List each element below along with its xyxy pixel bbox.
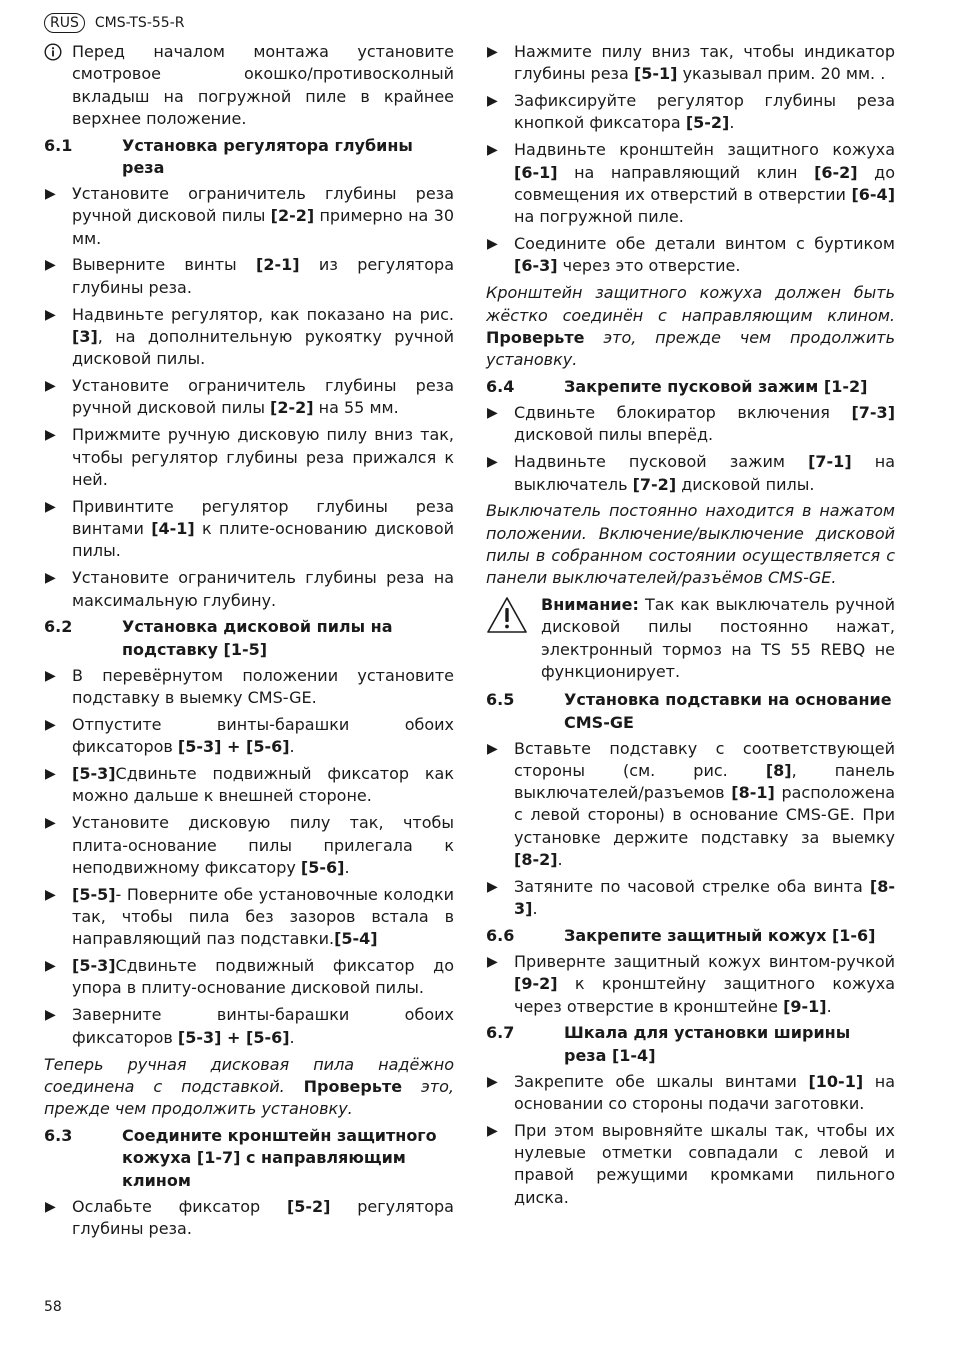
list-item: ▶ Выверните винты [2-1] из регулятора глубины реза. — [44, 254, 454, 299]
section-heading-6-3 — [44, 1125, 454, 1192]
document-code: CMS-TS-55-R — [94, 15, 185, 31]
list-item: ▶ Надвиньте кронштейн защитного кожуха [6-1] на направляющий клин [6-2] до совмещения их отверстий в отверстии [6-4] на погружной пиле. — [486, 139, 895, 228]
list-item: ▶ Затяните по часовой стрелке оба винта [8-3]. — [486, 876, 895, 921]
list-item: ▶ Установите ограничитель глубины реза ручной дисковой пилы [2-2] на 55 мм. — [44, 375, 454, 420]
italic-note: Кронштейн защитного кожуха должен быть жёстко соединён с направляющим клином. Проверьте это, прежде чем продолжить установку. — [486, 283, 895, 370]
list-item: ▶ Установите ограничитель глубины реза на максимальную глубину. — [44, 567, 454, 612]
section-number: 6.1 — [44, 135, 73, 155]
warning-icon — [486, 596, 528, 634]
section-number: 6.2 — [44, 617, 73, 637]
section-heading-6-6 — [486, 925, 895, 947]
section-number: 6.4 — [486, 377, 515, 397]
section-number: 6.6 — [486, 926, 515, 946]
section-title: Установка регулятора глубины реза — [122, 135, 413, 178]
list-item: ▶ Ослабьте фиксатор [5-2] регулятора глубины реза. — [44, 1196, 454, 1241]
list-item: ▶ Прижмите ручную дисковую пилу вниз так, чтобы регулятор глубины реза прижался к ней. — [44, 424, 454, 491]
italic-note: Выключатель постоянно находится в нажатом положении. Включение/выключение дисковой пилы в собранном состоянии осуществляется с панели выключателей/разъёмов CMS-GE. — [486, 501, 895, 588]
list-item: ▶ Нажмите пилу вниз так, чтобы индикатор глубины реза [5-1] указывал прим. 20 мм. . — [486, 41, 895, 86]
list-item: ▶ Вставьте подставку с соответствующей стороны (см. рис. [8], панель выключателей/разъемов [8-1] расположена с левой стороны) в основание CMS-GE. При установке держите подставку за выемку [8-2]. — [486, 738, 895, 872]
page-header — [44, 12, 184, 34]
info-note-text: Перед началом монтажа установите смотровое окошко/противосколный вкладыш на погружной пиле в крайнее верхнее положение. — [72, 42, 454, 128]
list-item: ▶ Зафиксируйте регулятор глубины реза кнопкой фиксатора [5-2]. — [486, 90, 895, 135]
language-badge: RUS — [44, 13, 85, 33]
list-item: ▶ При этом выровняйте шкалы так, чтобы их нулевые отметки совпадали с левой и правой режущими кромками пильного диска. — [486, 1120, 895, 1209]
section-heading-6-7 — [486, 1022, 895, 1067]
info-icon — [44, 43, 62, 61]
list-item: ▶ Установите дисковую пилу так, чтобы плита-основание пилы прилегала к неподвижному фиксатору [5-6]. — [44, 812, 454, 879]
list-item: ▶ Привинтите регулятор глубины реза винтами [4-1] к плите-основанию дисковой пилы. — [44, 496, 454, 563]
warning-note: Внимание: Так как выключатель ручной дисковой пилы постоянно нажат, электронный тормоз на TS 55 REBQ не функционирует. — [486, 594, 895, 683]
section-title: Шкала для установки ширины реза [1-4] — [564, 1023, 851, 1065]
left-column — [44, 41, 454, 1245]
list-item: ▶ Привернте защитный кожух винтом-ручкой [9-2] к кронштейну защитного кожуха через отверстие в кронштейне [9-1]. — [486, 951, 895, 1018]
page-number: 58 — [44, 1299, 62, 1315]
list-item: ▶ [5-5]- Поверните обе установочные колодки так, чтобы пила без зазоров встала в направляющий паз подставки.[5-4] — [44, 884, 454, 951]
italic-note: Теперь ручная дисковая пила надёжно соединена с подставкой. Проверьте это, прежде чем продолжить установку. — [44, 1054, 454, 1119]
info-note — [44, 41, 454, 130]
section-number: 6.7 — [486, 1023, 515, 1043]
section-heading-6-2 — [44, 616, 454, 661]
section-title: Установка подставки на основание CMS-GE — [564, 690, 892, 732]
list-item: ▶ Отпустите винты-барашки обоих фиксаторов [5-3] + [5-6]. — [44, 714, 454, 759]
section-title: Закрепите пусковой зажим [1-2] — [564, 377, 868, 397]
list-item: ▶ Надвиньте пусковой зажим [7-1] на выключатель [7-2] дисковой пилы. — [486, 451, 895, 496]
section-heading-6-5 — [486, 689, 895, 734]
list-item: ▶ Закрепите обе шкалы винтами [10-1] на основании со стороны подачи заготовки. — [486, 1071, 895, 1116]
list-item: ▶ Надвиньте регулятор, как показано на рис. [3], на дополнительную рукоятку ручной дисковой пилы. — [44, 304, 454, 371]
section-heading-6-4 — [486, 376, 895, 398]
section-number: 6.5 — [486, 690, 515, 710]
right-column — [486, 41, 895, 1214]
list-item: ▶ Заверните винты-барашки обоих фиксаторов [5-3] + [5-6]. — [44, 1004, 454, 1049]
section-number: 6.3 — [44, 1126, 73, 1146]
list-item: ▶ Сдвиньте блокиратор включения [7-3] дисковой пилы вперёд. — [486, 402, 895, 447]
list-item: ▶ [5-3]Сдвиньте подвижный фиксатор как можно дальше к внешней стороне. — [44, 763, 454, 808]
section-title: Закрепите защитный кожух [1-6] — [564, 926, 876, 946]
list-item: ▶ Установите ограничитель глубины реза ручной дисковой пилы [2-2] примерно на 30 мм. — [44, 183, 454, 250]
section-title: Установка дисковой пилы на подставку [1-5] — [122, 617, 393, 659]
section-title: Соедините кронштейн защитного кожуха [1-7] с направляющим клином — [122, 1126, 437, 1190]
list-item: ▶ В перевёрнутом положении установите подставку в выемку CMS-GE. — [44, 665, 454, 710]
list-item: ▶ Соедините обе детали винтом с буртиком [6-3] через это отверстие. — [486, 233, 895, 278]
section-heading-6-1 — [44, 135, 454, 180]
list-item: ▶ [5-3]Сдвиньте подвижный фиксатор до упора в плиту-основание дисковой пилы. — [44, 955, 454, 1000]
